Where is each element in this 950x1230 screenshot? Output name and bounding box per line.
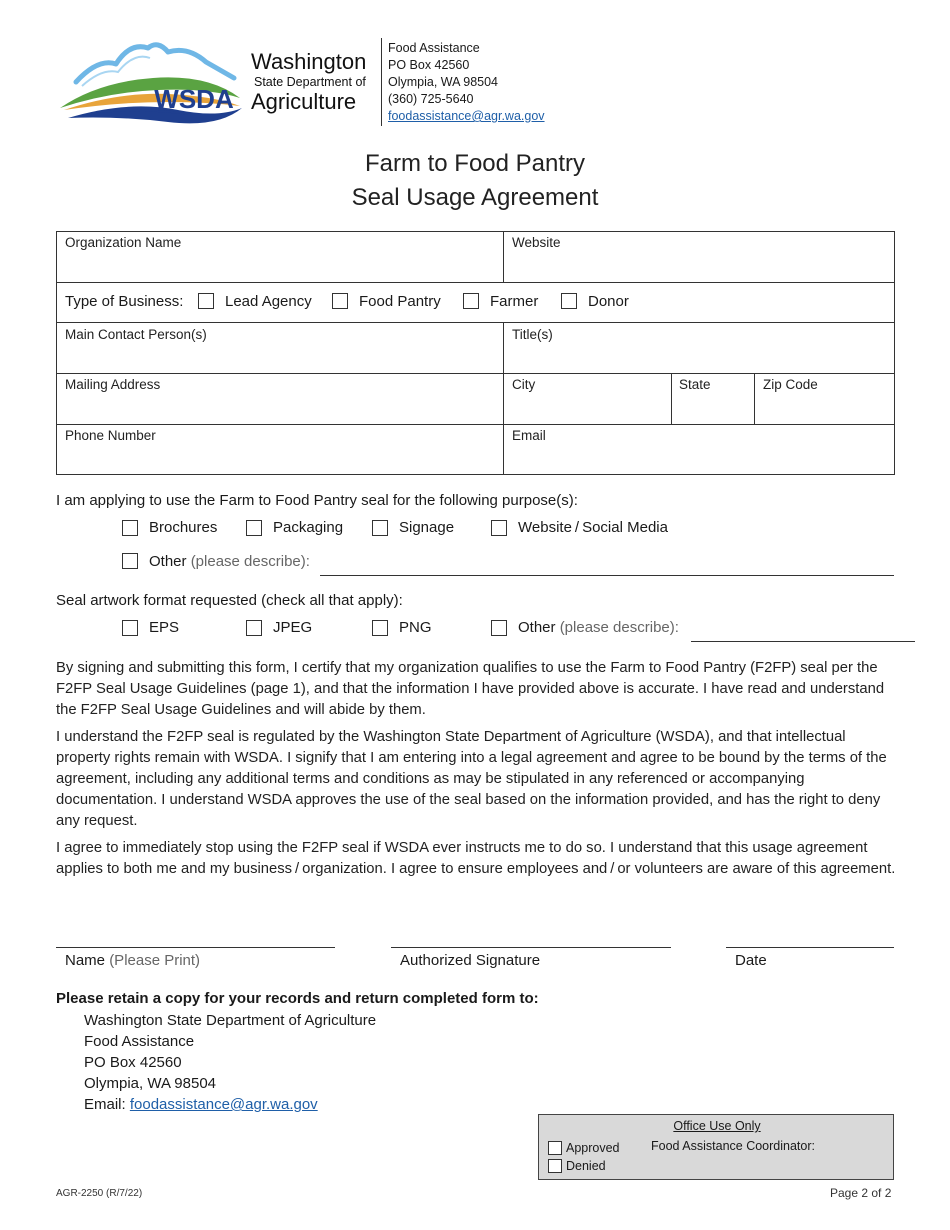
logo-abbr: WSDA (154, 84, 234, 114)
brochures-label: Brochures (149, 519, 218, 536)
return-email-label: Email: (84, 1096, 130, 1113)
lead-agency-checkbox[interactable] (198, 293, 214, 309)
farmer-label: Farmer (490, 293, 539, 310)
donor-checkbox[interactable] (561, 293, 577, 309)
website-social-label: Website / Social Media (518, 519, 668, 536)
agency-line4: (360) 725-5640 (388, 92, 474, 106)
signage-checkbox[interactable] (372, 520, 388, 536)
page-number: Page 2 of 2 (830, 1186, 892, 1200)
purpose-other-text: Other (149, 553, 187, 570)
return-line1: Washington State Department of Agriculture (84, 1012, 377, 1029)
city-field[interactable]: City (512, 377, 536, 392)
contact-title-field[interactable]: Title(s) (512, 327, 553, 342)
coordinator-label: Food Assistance Coordinator: (651, 1139, 815, 1153)
name-label-text: Name (65, 952, 106, 969)
format-other-input[interactable] (691, 641, 915, 642)
format-other-text: Other (518, 619, 556, 636)
return-heading: Please retain a copy for your records and return completed form to: (56, 990, 539, 1007)
authorized-signature-label: Authorized Signature (400, 952, 541, 969)
png-label: PNG (399, 619, 432, 636)
return-email-line (84, 1094, 318, 1115)
stop-usage-paragraph: I agree to immediately stop using the F2FP seal if WSDA ever instructs me to do so. I understand that this usage agreement applies to both me and my business / organization. I agree to ensure employees and / or volunteers are aware of this agreement. (56, 840, 896, 877)
agency-email-link[interactable]: foodassistance@agr.wa.gov (388, 109, 545, 123)
page-title-line1: Farm to Food Pantry (364, 150, 586, 177)
agency-line1: Food Assistance (388, 41, 480, 55)
business-type-label: Type of Business: (65, 293, 184, 310)
date-label: Date (735, 952, 767, 969)
png-checkbox[interactable] (372, 620, 388, 636)
food-pantry-label: Food Pantry (359, 293, 441, 310)
return-email-link[interactable]: foodassistance@agr.wa.gov (129, 1096, 318, 1113)
state-field[interactable]: State (679, 377, 711, 392)
format-intro: Seal artwork format requested (check all that apply): (56, 592, 403, 609)
office-use-box (538, 1114, 894, 1180)
logo-name-line1: Washington (251, 49, 367, 74)
approved-label: Approved (566, 1141, 620, 1155)
format-other-checkbox[interactable] (491, 620, 507, 636)
contact-person-field[interactable]: Main Contact Person(s) (65, 327, 207, 342)
authorized-signature-line[interactable] (391, 947, 671, 948)
donor-label: Donor (588, 293, 629, 310)
format-other-label (518, 619, 679, 636)
wsda-logo (58, 38, 378, 128)
signage-label: Signage (399, 519, 455, 536)
form-id: AGR-2250 (R/7/22) (56, 1188, 143, 1199)
purpose-intro: I am applying to use the Farm to Food Pantry seal for the following purpose(s): (56, 492, 578, 509)
zip-code-field[interactable]: Zip Code (763, 377, 818, 392)
purpose-other-input[interactable] (320, 575, 894, 576)
website-field[interactable]: Website (512, 235, 561, 250)
jpeg-label: JPEG (273, 619, 313, 636)
agency-line2: PO Box 42560 (388, 58, 470, 72)
agency-address (388, 40, 545, 125)
jpeg-checkbox[interactable] (246, 620, 262, 636)
regulation-paragraph: I understand the F2FP seal is regulated by the Washington State Department of Agriculture (WSDA), and that intellectual property rights remain with WSDA. I signify that I am entering into a legal agreement and agree to be bound by the terms of the agreement, including any additional terms and conditions as may be stipulated in any referenced or accompanying documentation. I understand WSDA approves the use of the seal based on the information provided, and has the right to deny any request. (56, 729, 887, 829)
purpose-other-hint: (please describe): (190, 553, 310, 570)
header-divider (381, 38, 382, 126)
purpose-other-label (149, 553, 310, 570)
purpose-other-checkbox[interactable] (122, 553, 138, 569)
eps-label: EPS (149, 619, 180, 636)
name-signature-line[interactable] (56, 947, 335, 948)
org-name-field[interactable]: Organization Name (65, 235, 182, 250)
date-signature-line[interactable] (726, 947, 894, 948)
packaging-label: Packaging (273, 519, 344, 536)
eps-checkbox[interactable] (122, 620, 138, 636)
email-field[interactable]: Email (512, 428, 546, 443)
name-label-hint: (Please Print) (109, 952, 201, 969)
page-title-line2: Seal Usage Agreement (351, 184, 599, 211)
website-social-checkbox[interactable] (491, 520, 507, 536)
denied-label: Denied (566, 1159, 606, 1173)
brochures-checkbox[interactable] (122, 520, 138, 536)
mailing-address-field[interactable]: Mailing Address (65, 377, 161, 392)
office-use-title: Office Use Only (673, 1119, 761, 1133)
farmer-checkbox[interactable] (463, 293, 479, 309)
certification-paragraph: By signing and submitting this form, I certify that my organization qualifies to use the Farm to Food Pantry (F2FP) seal per the F2FP Seal Usage Guidelines (page 1), and that the information I have provided above is accurate. I have read and understand the F2FP Seal Usage Guidelines and will abide by them. (56, 660, 885, 718)
approved-checkbox[interactable] (548, 1141, 562, 1155)
agency-line3: Olympia, WA 98504 (388, 75, 499, 89)
logo-name-line3: Agriculture (251, 89, 357, 114)
denied-checkbox[interactable] (548, 1159, 562, 1173)
name-label (65, 952, 200, 969)
logo-name-line2: State Department of (254, 75, 366, 89)
food-pantry-checkbox[interactable] (332, 293, 348, 309)
packaging-checkbox[interactable] (246, 520, 262, 536)
return-line4: Olympia, WA 98504 (84, 1075, 217, 1092)
format-other-hint: (please describe): (559, 619, 679, 636)
return-line2: Food Assistance (84, 1033, 195, 1050)
phone-number-field[interactable]: Phone Number (65, 428, 156, 443)
return-line3: PO Box 42560 (84, 1054, 182, 1071)
lead-agency-label: Lead Agency (225, 293, 312, 310)
